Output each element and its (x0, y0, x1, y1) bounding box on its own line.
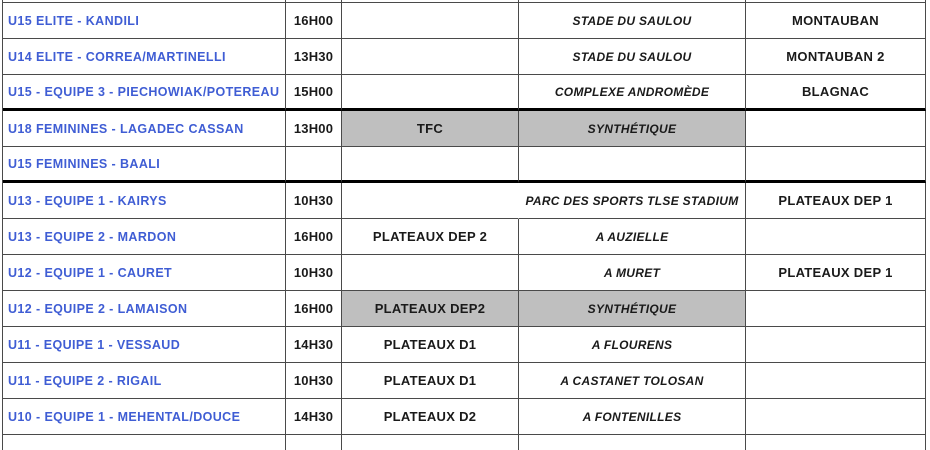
cell-city[interactable] (746, 363, 926, 399)
cell-time[interactable]: 14H30 (286, 327, 342, 363)
cell-time[interactable]: 10H30 (286, 255, 342, 291)
cell-time[interactable]: 13H00 (286, 111, 342, 147)
cell-city[interactable] (746, 219, 926, 255)
cell-location[interactable]: A FONTENILLES (519, 399, 746, 435)
cell-venue[interactable]: PLATEAUX DEP2 (342, 291, 519, 327)
cell-team[interactable]: U15 ELITE - KANDILI (3, 3, 286, 39)
cell-location[interactable]: A MURET (519, 255, 746, 291)
cell-team[interactable]: U13 - EQUIPE 2 - MARDON (3, 219, 286, 255)
cell-team[interactable]: U18 FEMININES - LAGADEC CASSAN (3, 111, 286, 147)
cell-location[interactable]: COMPLEXE ANDROMÈDE (519, 75, 746, 111)
cell-venue[interactable]: PLATEAUX D2 (342, 399, 519, 435)
cell-venue[interactable] (342, 147, 519, 183)
cell-team[interactable]: U11 - EQUIPE 1 - VESSAUD (3, 327, 286, 363)
cell-city[interactable]: MONTAUBAN (746, 3, 926, 39)
cell-venue[interactable] (342, 3, 519, 39)
cell-city[interactable]: BLAGNAC (746, 75, 926, 111)
cell-venue (342, 435, 519, 450)
cell-time (286, 435, 342, 450)
cell-time[interactable]: 16H00 (286, 291, 342, 327)
cell-venue[interactable]: PLATEAUX D1 (342, 363, 519, 399)
cell-location[interactable]: PARC DES SPORTS TLSE STADIUM (519, 183, 746, 219)
cell-venue[interactable] (342, 255, 519, 291)
cell-location[interactable]: A FLOURENS (519, 327, 746, 363)
cell-city (746, 435, 926, 450)
cell-venue[interactable]: TFC (342, 111, 519, 147)
cell-time[interactable]: 10H30 (286, 183, 342, 219)
cell-venue[interactable]: PLATEAUX D1 (342, 327, 519, 363)
cell-venue[interactable] (342, 183, 519, 219)
cell-location[interactable]: A AUZIELLE (519, 219, 746, 255)
schedule-table (2, 0, 926, 450)
cell-city[interactable] (746, 399, 926, 435)
cell-team[interactable]: U12 - EQUIPE 1 - CAURET (3, 255, 286, 291)
cell-venue[interactable]: PLATEAUX DEP 2 (342, 219, 519, 255)
cell-team[interactable]: U10 - EQUIPE 1 - MEHENTAL/DOUCE (3, 399, 286, 435)
cell-team (3, 435, 286, 450)
cell-city[interactable] (746, 291, 926, 327)
cell-team[interactable]: U15 FEMININES - BAALI (3, 147, 286, 183)
cell-location[interactable]: SYNTHÉTIQUE (519, 111, 746, 147)
cell-location[interactable]: STADE DU SAULOU (519, 39, 746, 75)
cell-city[interactable]: PLATEAUX DEP 1 (746, 183, 926, 219)
cell-venue[interactable] (342, 75, 519, 111)
cell-city[interactable]: MONTAUBAN 2 (746, 39, 926, 75)
cell-time[interactable]: 15H00 (286, 75, 342, 111)
cell-location[interactable]: SYNTHÉTIQUE (519, 291, 746, 327)
cell-venue[interactable] (342, 39, 519, 75)
cell-time[interactable]: 16H00 (286, 219, 342, 255)
cell-city[interactable]: PLATEAUX DEP 1 (746, 255, 926, 291)
cell-location[interactable] (519, 147, 746, 183)
cell-team[interactable]: U11 - EQUIPE 2 - RIGAIL (3, 363, 286, 399)
cell-team[interactable]: U14 ELITE - CORREA/MARTINELLI (3, 39, 286, 75)
cell-team[interactable]: U15 - EQUIPE 3 - PIECHOWIAK/POTEREAU (3, 75, 286, 111)
cell-location[interactable]: A CASTANET TOLOSAN (519, 363, 746, 399)
cell-team[interactable]: U12 - EQUIPE 2 - LAMAISON (3, 291, 286, 327)
cell-city[interactable] (746, 111, 926, 147)
cell-time[interactable]: 16H00 (286, 3, 342, 39)
cell-time[interactable]: 13H30 (286, 39, 342, 75)
cell-team[interactable]: U13 - EQUIPE 1 - KAIRYS (3, 183, 286, 219)
cell-location (519, 435, 746, 450)
cell-time[interactable]: 14H30 (286, 399, 342, 435)
cell-time[interactable]: 10H30 (286, 363, 342, 399)
cell-location[interactable]: STADE DU SAULOU (519, 3, 746, 39)
cell-time[interactable] (286, 147, 342, 183)
cell-city[interactable] (746, 327, 926, 363)
cell-city[interactable] (746, 147, 926, 183)
